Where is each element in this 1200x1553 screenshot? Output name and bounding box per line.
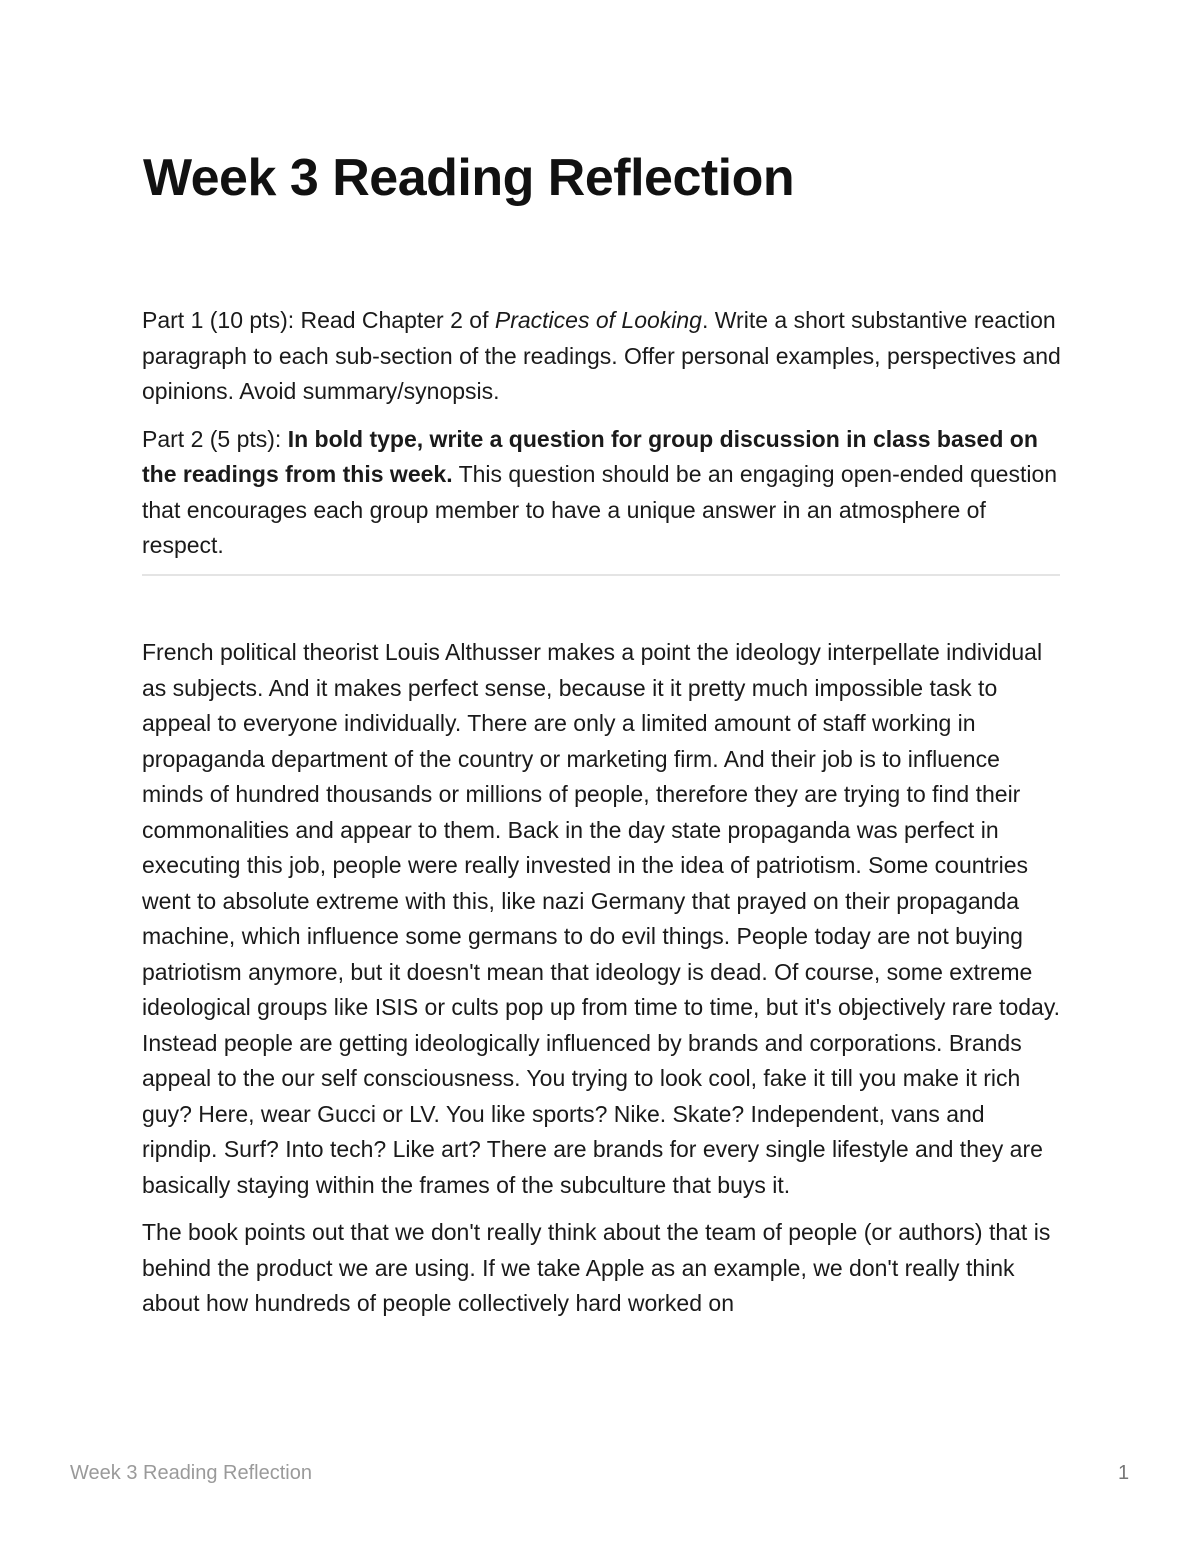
body-paragraph: French political theorist Louis Althusser makes a point the ideology interpellate individual as subjects. And it makes perfect sense, because it it pretty much impossible task to appeal to everyone individually. There are only a limited amount of staff working in propaganda department of the country or marketing firm. And their job is to influence minds of hundred thousands or millions of people, therefore they are trying to find their commonalities and appear to them. Back in the day state propaganda was perfect in executing this job, people were really invested in the idea of patriotism. Some countries went to absolute extreme with this, like nazi Germany that prayed on their propaganda machine, which influence some germans to do evil things. People today are not buying patriotism anymore, but it doesn't mean that ideology is dead. Of course, some extreme ideological groups like ISIS or cults pop up from time to time, but it's objectively rare today. Instead people are getting ideologically influenced by brands and corporations. Brands appeal to the our self consciousness. You trying to look cool, fake it till you make it rich guy? Here, wear Gucci or LV. You like sports? Nike. Skate? Independent, vans and ripndip. Surf? Into tech? Like art? There are brands for every single lifestyle and they are basically staying within the frames of the subculture that buys it. xyxy=(142,639,1061,1198)
part2-suffix: This question should be an engaging open-ended question that encourages each group member to have a unique answer in an atmosphere of respect. xyxy=(142,461,1058,558)
part1-instructions xyxy=(142,303,1062,410)
part2-instructions xyxy=(142,422,1062,564)
page-number: 1 xyxy=(1118,1462,1130,1484)
page-title: Week 3 Reading Reflection xyxy=(143,149,795,207)
part1-prefix: Part 1 (10 pts): Read Chapter 2 of xyxy=(142,307,495,333)
body-paragraph: The book points out that we don't really think about the team of people (or authors) that is behind the product we are using. If we take Apple as an example, we don't really think about how hundreds of people collectively hard worked on xyxy=(142,1219,1051,1316)
instructions-block xyxy=(142,303,1062,576)
part2-bold-text: In bold type, write a question for group discussion in class based on the readings from this week. xyxy=(142,425,1038,487)
divider xyxy=(142,574,1060,576)
reflection-body xyxy=(142,635,1062,1334)
part2-prefix: Part 2 (5 pts): xyxy=(142,425,288,452)
part1-suffix: . Write a short substantive reaction paragraph to each sub-section of the readings. Offer personal examples, perspectives and opinions. Avoid summary/synopsis. xyxy=(142,307,1061,404)
footer-title: Week 3 Reading Reflection xyxy=(70,1462,312,1484)
book-title: Practices of Looking xyxy=(494,307,702,333)
